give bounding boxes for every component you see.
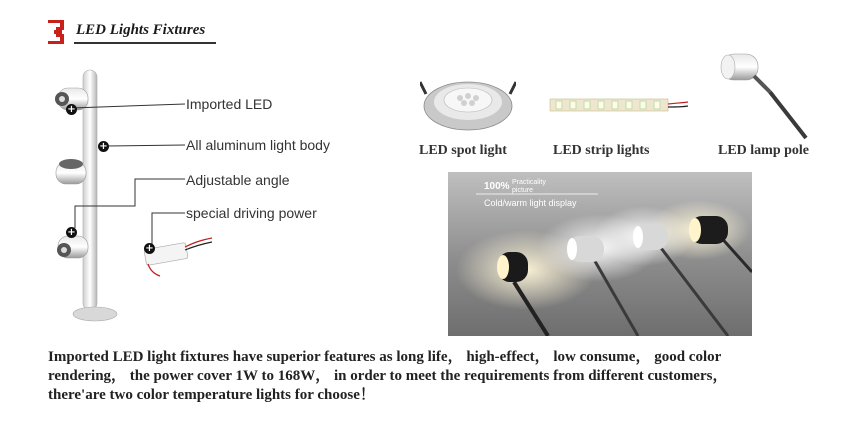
caption-lamp-pole: LED lamp pole <box>718 143 810 158</box>
callout-imported-led: Imported LED <box>186 96 273 112</box>
caption-strip-lights: LED strip lights <box>553 143 650 158</box>
callout-aluminum-body: All aluminum light body <box>186 137 330 153</box>
spot-light-image <box>420 72 516 134</box>
lamp-pole-image <box>712 48 812 140</box>
callout-adjustable-angle: Adjustable angle <box>186 172 290 188</box>
callout-driving-power: special driving power <box>186 205 317 221</box>
cold-warm-display-photo <box>448 172 752 336</box>
callout-lines <box>60 90 190 260</box>
display-picture: picture <box>512 187 534 194</box>
callout-marker-icon: + <box>145 243 154 254</box>
description-line: rendering， the power cover 1W to 168W， in order to meet the requirements from different customers， <box>48 368 728 384</box>
description-paragraph <box>48 348 828 405</box>
section-title: LED Lights Fixtures <box>76 22 206 38</box>
display-caption: Cold/warm light display <box>484 198 577 208</box>
callout-marker-icon: + <box>99 141 108 152</box>
callout-marker-icon: + <box>67 104 76 115</box>
strip-light-image <box>548 95 690 117</box>
display-percent: 100% <box>484 181 510 192</box>
caption-spot-light: LED spot light <box>419 143 507 158</box>
display-photo-scene <box>448 172 752 336</box>
section-number-icon <box>46 18 68 46</box>
callout-marker-icon: + <box>67 227 76 238</box>
description-line: there'are two color temperature lights for choose！ <box>48 387 375 403</box>
title-underline <box>74 42 216 44</box>
display-practicality: Practicality <box>512 179 546 186</box>
description-line: Imported LED light fixtures have superior features as long life， high-effect， low consume， good color <box>48 349 722 365</box>
